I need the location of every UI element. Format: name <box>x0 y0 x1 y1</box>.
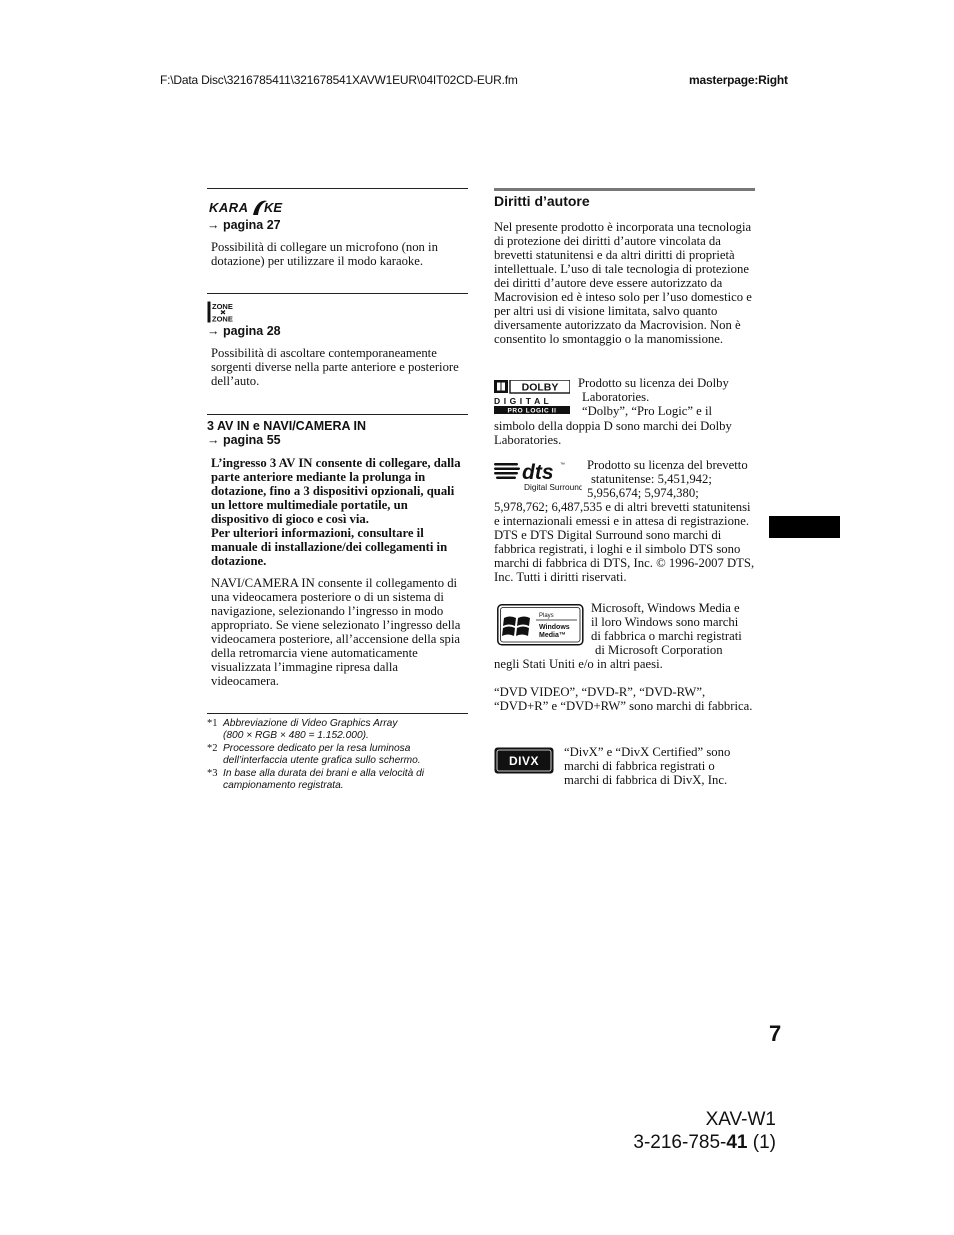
masterpage-label: masterpage:Right <box>689 73 788 87</box>
dolby-prologic-text: PRO LOGIC II <box>507 407 557 415</box>
footnotes <box>207 718 469 793</box>
dolby-trademark-text: simbolo della doppia D sono marchi dei Dolby Laboratories. <box>494 419 732 447</box>
av-in-manual-note: Per ulteriori informazioni, consultare il manuale di installazione/dei collegamenti in dotazione. <box>211 526 448 568</box>
av-in-bold-paragraph: L’ingresso 3 AV IN consente di collegare, dalla parte anteriore mediante la prolunga in dotazione, fino a 3 dispositivi opzionali, quali un lettore multimediale portatile, un dispositivo di gioco e così via. <box>211 456 461 526</box>
zone-page-link[interactable]: → pagina 28 <box>207 324 281 338</box>
karaoke-description: Possibilità di collegare un microfono (non in dotazione) per utilizzare il modo karaoke. <box>211 240 438 268</box>
svg-text:™: ™ <box>560 462 565 468</box>
file-path-header: F:\Data Disc\3216785411\321678541XAVW1EUR\04IT02CD-EUR.fm <box>160 73 518 87</box>
divx-trademark-text: “DivX” e “DivX Certified” sono marchi di fabbrica registrati o marchi di fabbrica di DivX, Inc. <box>564 745 731 787</box>
dts-side-text: Prodotto su licenza del brevetto statunitense: 5,451,942; 5,956,674; 5,974,380; <box>587 458 748 500</box>
copyright-heading: Diritti d’autore <box>494 193 590 209</box>
svg-text:ZONE: ZONE <box>212 314 233 323</box>
dvd-trademark-text: “DVD VIDEO”, “DVD-R”, “DVD-RW”, “DVD+R” e “DVD+RW” sono marchi di fabbrica. <box>494 685 753 713</box>
zone-description: Possibilità di ascoltare contemporaneamente sorgenti diverse nella parte anteriore e posteriore dell’auto. <box>211 346 459 388</box>
section-rule <box>207 293 468 294</box>
zone-x-zone-logo <box>207 301 239 323</box>
av-in-heading: 3 AV IN e NAVI/CAMERA IN <box>207 419 367 433</box>
footnote-mark: *3 <box>207 768 218 779</box>
divx-logo <box>494 747 554 774</box>
dts-logo-subtext: Digital Surround <box>524 482 582 492</box>
dolby-digital-text: D I G I T A L <box>494 396 550 406</box>
wm-logo-media: Media™ <box>539 632 566 639</box>
chapter-tab-marker <box>769 516 840 538</box>
wm-logo-plays: Plays <box>539 613 554 619</box>
section-rule-thick <box>494 188 755 191</box>
av-in-page-link[interactable]: → pagina 55 <box>207 433 281 447</box>
section-rule <box>207 414 468 415</box>
footnote-2: *2 Processore dedicato per la resa luminosa dell’interfaccia utente grafica sullo schermo. <box>207 743 421 767</box>
wm-logo-windows: Windows <box>539 624 570 631</box>
footnote-3: *3 In base alla durata dei brani e alla velocità di campionamento registrata. <box>207 768 425 792</box>
svg-text:ZONE: ZONE <box>212 302 233 311</box>
copyright-intro: Nel presente prodotto è incorporata una tecnologia di protezione dei diritti d’autore vincolata da brevetti statunitensi e da altri diritti di proprietà intellettuale. L’uso di tale tecnologia di protezione dei diritti d’autore deve essere autorizzato da Macrovision ed è inteso solo per l’uso domestico e per altri usi di visione limitata, salvo quanto diversamente autorizzato da Macrovision. Non è consentito lo smontaggio o la manomissione. <box>494 220 752 346</box>
dts-logo <box>494 459 582 495</box>
windows-media-side-text: Microsoft, Windows Media e il loro Windows sono marchi di fabbrica o marchi registrati di Microsoft Corporation <box>591 601 742 657</box>
karaoke-page-link[interactable]: → pagina 27 <box>207 218 281 232</box>
dolby-side-text: Prodotto su licenza dei Dolby Laboratories. “Dolby”, “Pro Logic” e il <box>578 376 729 418</box>
model-code: 3-216-785-41 (1) <box>633 1132 776 1153</box>
dts-trademark-text: 5,978,762; 6,487,535 e di altri brevetti statunitensi e internazionali emessi e in attesa di registrazione. DTS e DTS Digital Surround sono marchi di fabbrica registrati, i loghi e il simbolo DTS sono marchi di fabbrica di DTS, Inc. © 1996-2007 DTS, Inc. Tutti i diritti riservati. <box>494 500 755 584</box>
av-in-instructions <box>211 456 465 568</box>
divx-logo-text: DIVX <box>508 754 540 768</box>
navi-camera-description: NAVI/CAMERA IN consente il collegamento di una videocamera posteriore o di un sistema di navigazione, selezionando l’ingresso in modo appropriato. Se viene selezionato l’ingresso della videocamera posteriore, all’accensione della spia della retromarcia viene automaticamente visualizzata l’immagine ripresa dalla videocamera. <box>211 576 461 688</box>
dolby-digital-logo <box>494 380 570 415</box>
model-name: XAV-W1 <box>705 1109 776 1130</box>
section-rule <box>207 188 468 189</box>
footnote-mark: *2 <box>207 743 218 754</box>
dolby-logo-text: DOLBY <box>521 381 559 394</box>
windows-media-logo <box>497 604 584 646</box>
footnote-rule <box>207 713 468 714</box>
dts-logo-text: dts <box>522 461 554 484</box>
karaoke-logo <box>209 197 291 217</box>
footnote-1: *1 Abbreviazione di Video Graphics Array (800 × RGB × 480 = 1.152.000). <box>207 718 398 742</box>
page-number: 7 <box>769 1021 782 1046</box>
svg-text:KE: KE <box>264 200 283 215</box>
windows-media-trademark-text: negli Stati Uniti e/o in altri paesi. <box>494 657 663 671</box>
footnote-mark: *1 <box>207 718 218 729</box>
svg-text:KARA: KARA <box>209 200 249 215</box>
model-info <box>600 1108 776 1154</box>
